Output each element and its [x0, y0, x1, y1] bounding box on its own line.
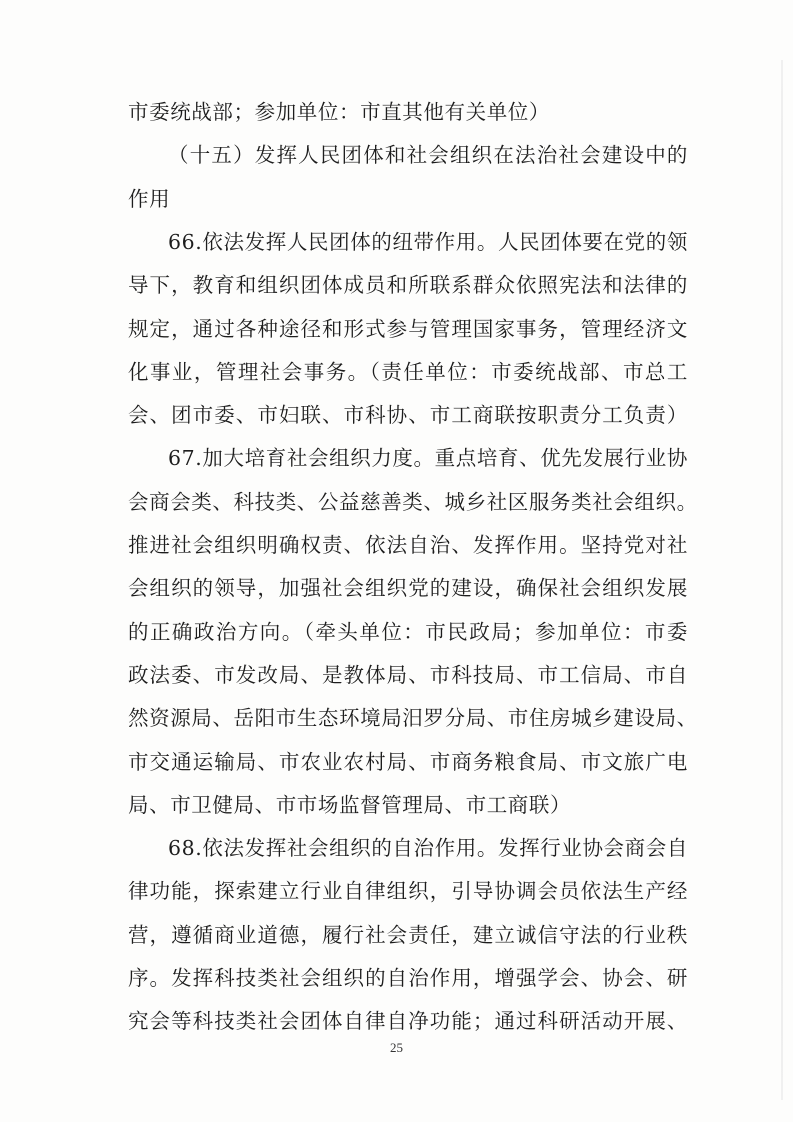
text-line: 市交通运输局、市农业农村局、市商务粮食局、市文旅广电	[128, 749, 688, 774]
text-line: 营，遵循商业道德，履行社会责任，建立诚信守法的行业秩	[128, 922, 688, 947]
text-line: 化事业，管理社会事务。（责任单位：市委统战部、市总工	[128, 359, 688, 384]
text-line: 的正确政治方向。（牵头单位：市民政局；参加单位：市委	[128, 619, 688, 644]
text-line: 会、团市委、市妇联、市科协、市工商联按职责分工负责）	[128, 403, 688, 428]
text-line: 会商会类、科技类、公益慈善类、城乡社区服务类社会组织。	[128, 489, 698, 514]
text-line: 推进社会组织明确权责、依法自治、发挥作用。坚持党对社	[128, 533, 688, 557]
text-line: 政法委、市发改局、是教体局、市科技局、市工信局、市自	[128, 662, 688, 687]
text-line: 67.加大培育社会组织力度。重点培育、优先发展行业协	[168, 446, 688, 471]
text-line: 作用	[128, 186, 171, 211]
page-number: 25	[390, 1040, 403, 1055]
text-line: 规定，通过各种途径和形式参与管理国家事务，管理经济文	[128, 316, 688, 341]
text-line: 局、市卫健局、市市场监督管理局、市工商联）	[128, 792, 572, 817]
text-line: 然资源局、岳阳市生态环境局汨罗分局、市住房城乡建设局、	[128, 706, 698, 731]
scan-edge-shadow	[781, 60, 783, 1100]
text-line: 导下，教育和组织团体成员和所联系群众依照宪法和法律的	[128, 273, 688, 298]
text-line: （十五）发挥人民团体和社会组织在法治社会建设中的	[168, 143, 688, 168]
text-line: 68.依法发挥社会组织的自治作用。发挥行业协会商会自	[168, 836, 688, 861]
text-line: 会组织的领导，加强社会组织党的建设，确保社会组织发展	[128, 576, 688, 601]
text-line: 律功能，探索建立行业自律组织，引导协调会员依法生产经	[128, 879, 688, 904]
text-line: 究会等科技类社会团体自律自净功能；通过科研活动开展、	[128, 1009, 688, 1034]
text-line: 序。发挥科技类社会组织的自治作用，增强学会、协会、研	[128, 966, 688, 990]
text-line: 市委统战部；参加单位：市直其他有关单位）	[128, 100, 550, 124]
text-line: 66.依法发挥人民团体的纽带作用。人民团体要在党的领	[168, 229, 688, 254]
